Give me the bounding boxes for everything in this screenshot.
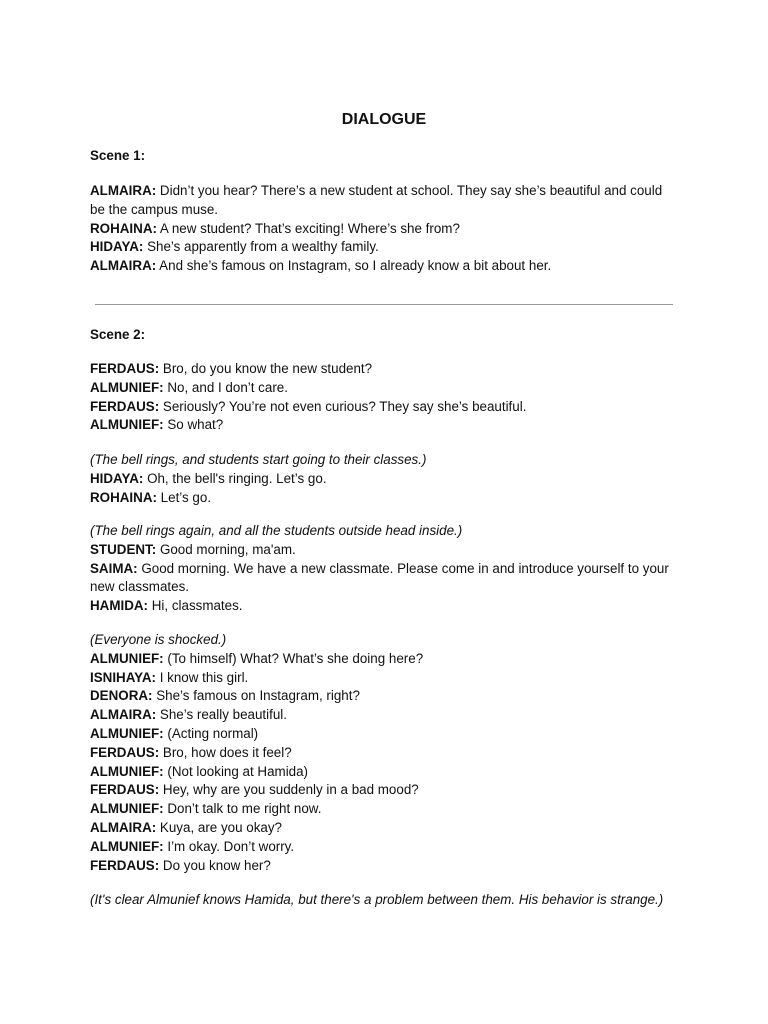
dialogue-line <box>90 650 670 669</box>
speaker-name: ROHAINA: <box>90 489 157 505</box>
speaker-name: ALMUNIEF: <box>90 379 164 395</box>
dialogue-line <box>90 669 670 688</box>
dialogue-line <box>90 379 670 398</box>
speaker-name: STUDENT: <box>90 541 157 557</box>
speaker-name: FERDAUS: <box>90 361 160 376</box>
speaker-name: FERDAUS: <box>90 398 160 414</box>
dialogue-line <box>90 560 670 598</box>
dialogue-line <box>90 744 670 763</box>
dialogue-text: (Not looking at Hamida) <box>163 763 309 779</box>
dialogue-line <box>90 597 670 616</box>
speaker-name: FERDAUS: <box>90 782 160 798</box>
dialogue-text: She’s famous on Instagram, right? <box>152 688 360 704</box>
speaker-name: ALMAIRA: <box>90 258 157 274</box>
speaker-name: ALMUNIEF: <box>90 650 164 666</box>
dialogue-line <box>90 238 670 257</box>
dialogue-text: Oh, the bell's ringing. Let’s go. <box>143 470 327 486</box>
dialogue-line <box>90 257 670 276</box>
dialogue-text: Bro, how does it feel? <box>159 744 292 760</box>
dialogue-text: She’s really beautiful. <box>156 707 287 723</box>
dialogue-text: A new student? That’s exciting! Where’s she from? <box>156 220 460 236</box>
dialogue-text: (Acting normal) <box>163 725 259 741</box>
speaker-name: ALMUNIEF: <box>90 763 164 779</box>
speaker-name: ALMAIRA: <box>90 183 157 198</box>
dialogue-text: Didn’t you hear? There’s a new student at school. They say she’s beautiful and could be the campus muse. <box>90 183 663 217</box>
speaker-name: FERDAUS: <box>90 744 160 760</box>
dialogue-text: I know this girl. <box>155 669 249 685</box>
speaker-name: SAIMA: <box>90 560 138 576</box>
dialogue-text: Let’s go. <box>156 489 212 505</box>
dialogue-text: Hi, classmates. <box>148 598 243 614</box>
dialogue-text: Good morning. We have a new classmate. Please come in and introduce yourself to your new classmates. <box>90 560 669 595</box>
stage-direction: (Everyone is shocked.) <box>90 632 227 647</box>
scene-heading: Scene 1: <box>90 148 146 163</box>
speaker-name: ISNIHAYA: <box>90 669 156 685</box>
scene-2-closing-direction <box>90 891 670 910</box>
scene-2-heading <box>90 326 670 345</box>
speaker-name: DENORA: <box>90 688 153 704</box>
dialogue-line <box>90 220 670 239</box>
dialogue-text: She’s apparently from a wealthy family. <box>143 239 379 255</box>
dialogue-line <box>90 781 670 800</box>
dialogue-line <box>90 416 670 435</box>
speaker-name: HAMIDA: <box>90 598 149 614</box>
dialogue-text: Don’t talk to me right now. <box>163 801 322 817</box>
dialogue-text: Kuya, are you okay? <box>156 819 283 835</box>
speaker-name: ALMUNIEF: <box>90 838 164 854</box>
dialogue-text: No, and I don’t care. <box>163 379 288 395</box>
dialogue-text: Hey, why are you suddenly in a bad mood? <box>159 782 419 798</box>
dialogue-line <box>90 360 670 379</box>
dialogue-line <box>90 800 670 819</box>
dialogue-line <box>90 470 670 489</box>
dialogue-line <box>90 763 670 782</box>
speaker-name: ALMUNIEF: <box>90 801 164 817</box>
scene-2-dialogue-group-2 <box>90 451 670 507</box>
dialogue-line <box>90 182 670 220</box>
dialogue-text: And she’s famous on Instagram, so I already know a bit about her. <box>156 258 552 274</box>
dialogue-line <box>90 489 670 508</box>
dialogue-line <box>90 819 670 838</box>
scene-2-dialogue-group-3 <box>90 522 670 616</box>
dialogue-text: Bro, do you know the new student? <box>159 361 373 376</box>
page-title: DIALOGUE <box>341 111 427 128</box>
stage-direction: (It's clear Almunief knows Hamida, but there's a problem between them. His behavior is strange.) <box>90 892 664 907</box>
scene-heading: Scene 2: <box>90 327 146 342</box>
dialogue-line <box>90 725 670 744</box>
speaker-name: ALMUNIEF: <box>90 417 164 433</box>
dialogue-line <box>90 838 670 857</box>
dialogue-text: Seriously? You’re not even curious? They say she’s beautiful. <box>159 398 527 414</box>
speaker-name: ALMUNIEF: <box>90 725 164 741</box>
speaker-name: ALMAIRA: <box>90 819 157 835</box>
dialogue-line <box>90 398 670 417</box>
speaker-name: ROHAINA: <box>90 220 157 236</box>
scene-2-dialogue-group-1 <box>90 360 670 435</box>
section-divider <box>95 304 673 305</box>
speaker-name: ALMAIRA: <box>90 707 157 723</box>
dialogue-line <box>90 706 670 725</box>
speaker-name: HIDAYA: <box>90 239 144 255</box>
dialogue-text: So what? <box>163 417 224 433</box>
dialogue-text: Do you know her? <box>159 857 271 873</box>
dialogue-line <box>90 541 670 560</box>
dialogue-text: Good morning, ma'am. <box>156 541 296 557</box>
speaker-name: HIDAYA: <box>90 470 144 486</box>
dialogue-line <box>90 687 670 706</box>
scene-2-dialogue-group-4 <box>90 631 670 875</box>
scene-1-dialogue <box>90 182 670 276</box>
dialogue-text: (To himself) What? What’s she doing here? <box>163 650 424 666</box>
stage-direction: (The bell rings again, and all the students outside head inside.) <box>90 523 463 538</box>
stage-direction: (The bell rings, and students start going to their classes.) <box>90 452 427 467</box>
dialogue-text: I’m okay. Don’t worry. <box>163 838 295 854</box>
speaker-name: FERDAUS: <box>90 857 160 873</box>
dialogue-line <box>90 857 670 876</box>
scene-1-heading <box>90 147 670 166</box>
